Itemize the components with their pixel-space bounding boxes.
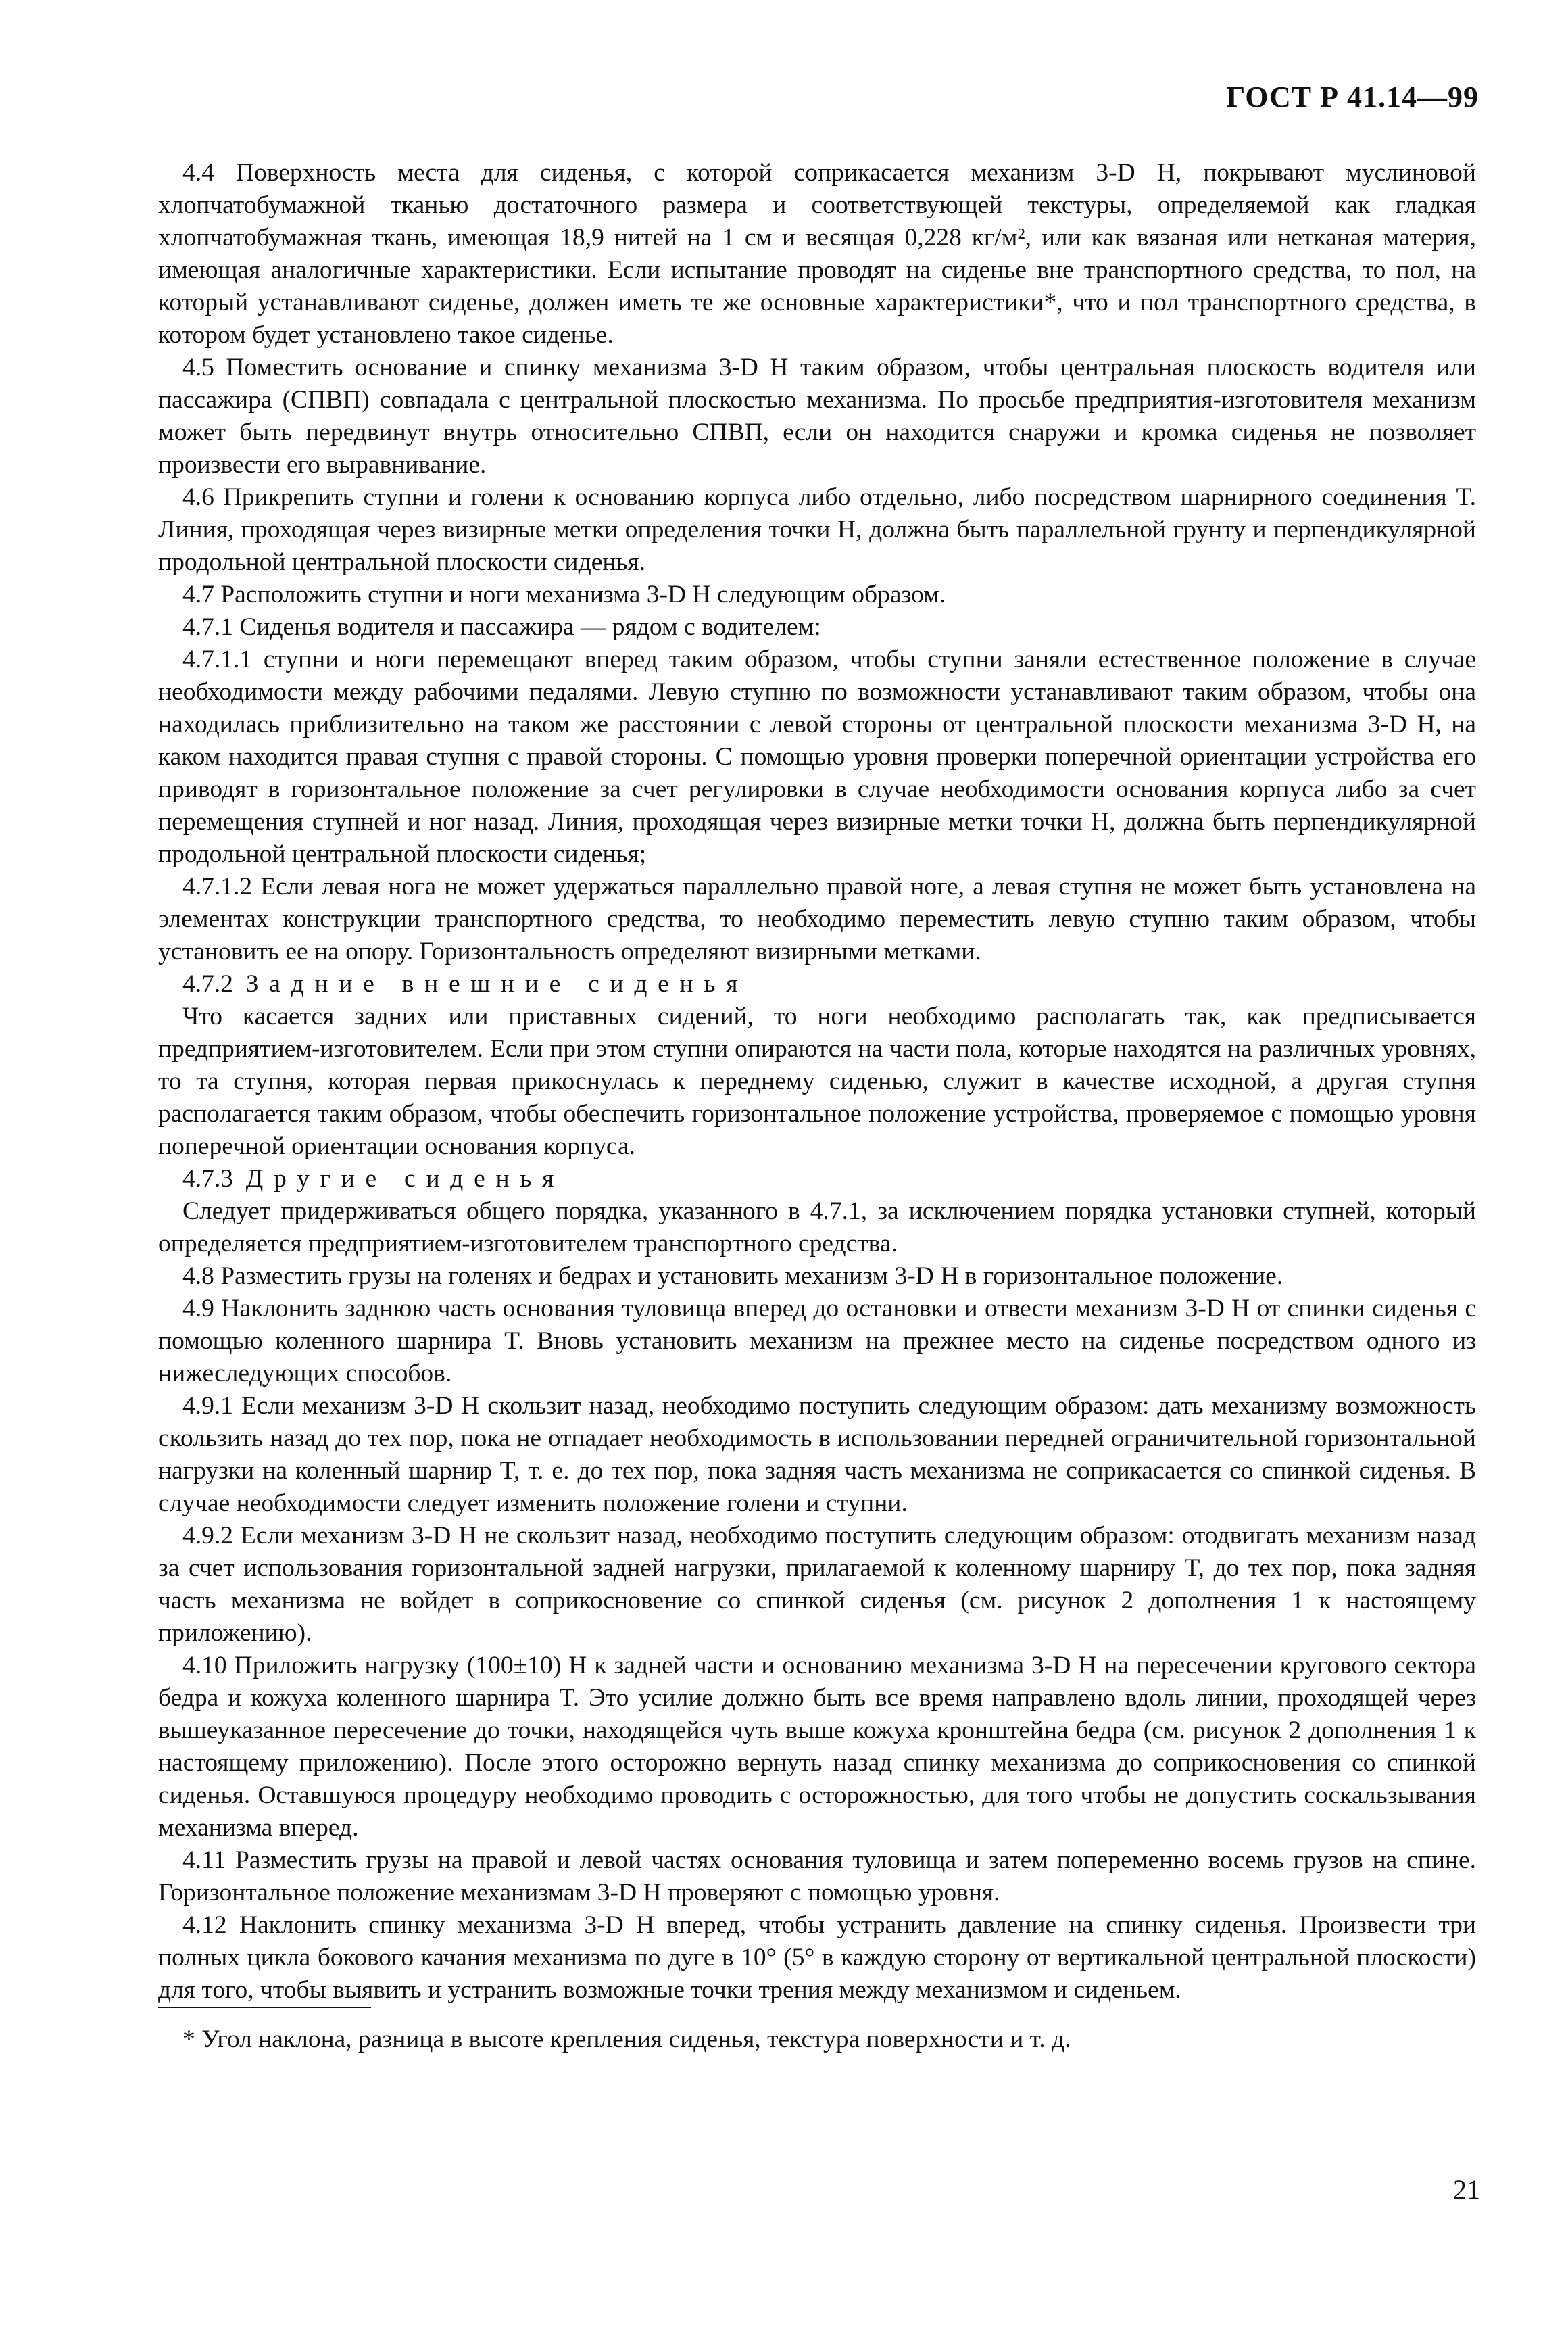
section-number: 4.7.3 bbox=[182, 1165, 233, 1193]
paragraph-4-7-1-1: 4.7.1.1 ступни и ноги перемещают вперед таким образом, чтобы ступни заняли естественное положение в случае необходимости между рабочими педалями. Левую ступню по возможности устанавливают таким образом, чтобы она находилась приблизительно на таком же расстоянии с левой стороны от центральной плоскости механизма 3-D H, на каком находится правая ступня с правой стороны. С помощью уровня проверки поперечной ориентации устройства его приводят в горизонтальное положение за счет регулировки в случае необходимости основания корпуса либо за счет перемещения ступней и ног назад. Линия, проходящая через визирные метки точки H, должна быть перпендикулярной продольной центральной плоскости сиденья; bbox=[158, 646, 1476, 868]
page-number: 21 bbox=[1453, 2174, 1480, 2205]
paragraph-4-7-3-text: Следует придерживаться общего порядка, указанного в 4.7.1, за исключением порядка установки ступней, который определяется предприятием-изготовителем транспортного средства. bbox=[158, 1197, 1476, 1257]
paragraph-4-9-1: 4.9.1 Если механизм 3-D H скользит назад, необходимо поступить следующим образом: дать механизму возможность скользить назад до тех пор, пока не отпадает необходимость в использовании передней ограничительной горизонтальной нагрузки на коленный шарнир T, т. е. до тех пор, пока задняя часть механизма не соприкасается со спинкой сиденья. В случае необходимости следует изменить положение голени и ступни. bbox=[158, 1392, 1476, 1517]
paragraph-4-9: 4.9 Наклонить заднюю часть основания туловища вперед до остановки и отвести механизм 3-D H от спинки сиденья с помощью коленного шарнира T. Вновь установить механизм на прежнее место на сиденье посредством одного из нижеследующих способов. bbox=[158, 1295, 1476, 1387]
section-number: 4.7.2 bbox=[182, 970, 233, 998]
paragraph-4-4: 4.4 Поверхность места для сиденья, с которой соприкасается механизм 3-D H, покрывают муслиновой хлопчатобумажной тканью достаточного размера и соответствующей текстуры, определяемой как гладкая хлопчатобумажная ткань, имеющая 18,9 нитей на 1 см и весящая 0,228 кг/м², или как вязаная или нетканая материя, имеющая аналогичные характеристики. Если испытание проводят на сиденье вне транспортного средства, то пол, на который устанавливают сиденье, должен иметь те же основные характеристики*, что и пол транспортного средства, в котором будет установлено такое сиденье. bbox=[158, 159, 1476, 349]
section-title: Другие сиденья bbox=[245, 1165, 565, 1193]
section-heading-4-7-2 bbox=[158, 968, 1476, 1001]
paragraph-4-7-2-text: Что касается задних или приставных сидений, то ноги необходимо располагать так, как предписывается предприятием-изготовителем. Если при этом ступни опираются на части пола, которые находятся на различных уровнях, то та ступня, которая первая прикоснулась к переднему сиденью, служит в качестве исходной, а другая ступня располагается таким образом, чтобы обеспечить горизонтальное положение устройства, проверяемое с помощью уровня поперечной ориентации основания корпуса. bbox=[158, 1003, 1476, 1160]
section-heading-4-7-3 bbox=[158, 1163, 1476, 1195]
paragraph-4-7-1: 4.7.1 Сиденья водителя и пассажира — рядом с водителем: bbox=[182, 613, 821, 641]
footnote-divider bbox=[158, 2007, 371, 2008]
section-title: Задние внешние сиденья bbox=[245, 970, 749, 998]
paragraph-4-5: 4.5 Поместить основание и спинку механизма 3-D H таким образом, чтобы центральная плоскость водителя или пассажира (СПВП) совпадала с центральной плоскостью механизма. По просьбе предприятия-изготовителя механизм может быть передвинут внутрь относительно СПВП, если он находится снаружи и кромка сиденья не позволяет произвести его выравнивание. bbox=[158, 354, 1476, 479]
paragraph-4-7-1-2: 4.7.1.2 Если левая нога не может удержаться параллельно правой ноге, а левая ступня не может быть установлена на элементах конструкции транспортного средства, то необходимо переместить левую ступню таким образом, чтобы установить ее на опору. Горизонтальность определяют визирными метками. bbox=[158, 873, 1476, 965]
paragraph-4-9-2: 4.9.2 Если механизм 3-D H не скользит назад, необходимо поступить следующим образом: отодвигать механизм назад за счет использования горизонтальной задней нагрузки, прилагаемой к коленному шарниру T, до тех пор, пока задняя часть механизма не войдет в соприкосновение со спинкой сиденья (см. рисунок 2 дополнения 1 к настоящему приложению). bbox=[158, 1522, 1476, 1647]
body-text bbox=[158, 157, 1476, 2007]
paragraph-4-10: 4.10 Приложить нагрузку (100±10) Н к задней части и основанию механизма 3-D H на пересечении кругового сектора бедра и кожуха коленного шарнира T. Это усилие должно быть все время направлено вдоль линии, проходящей через вышеуказанное пересечение до точки, находящейся чуть выше кожуха кронштейна бедра (см. рисунок 2 дополнения 1 к настоящему приложению). После этого осторожно вернуть назад спинку механизма до соприкосновения со спинкой сиденья. Оставшуюся процедуру необходимо проводить с осторожностью, для того чтобы не допустить соскальзывания механизма вперед. bbox=[158, 1652, 1476, 1842]
paragraph-4-8: 4.8 Разместить грузы на голенях и бедрах и установить механизм 3-D H в горизонтальное положение. bbox=[182, 1262, 1283, 1290]
paragraph-4-7: 4.7 Расположить ступни и ноги механизма 3-D H следующим образом. bbox=[182, 581, 946, 608]
footnote: * Угол наклона, разница в высоте крепления сиденья, текстура поверхности и т. д. bbox=[182, 2026, 1071, 2053]
document-code-header: ГОСТ Р 41.14—99 bbox=[1226, 80, 1479, 114]
paragraph-4-12: 4.12 Наклонить спинку механизма 3-D H вперед, чтобы устранить давление на спинку сиденья. Произвести три полных цикла бокового качания механизма по дуге в 10° (5° в каждую сторону от вертикальной центральной плоскости) для того, чтобы выявить и устранить возможные точки трения между механизмом и сиденьем. bbox=[158, 1911, 1476, 2004]
paragraph-4-11: 4.11 Разместить грузы на правой и левой частях основания туловища и затем попеременно восемь грузов на спине. Горизонтальное положение механизмам 3-D H проверяют с помощью уровня. bbox=[158, 1846, 1476, 1907]
paragraph-4-6: 4.6 Прикрепить ступни и голени к основанию корпуса либо отдельно, либо посредством шарнирного соединения T. Линия, проходящая через визирные метки определения точки H, должна быть параллельной грунту и перпендикулярной продольной центральной плоскости сиденья. bbox=[158, 483, 1476, 576]
